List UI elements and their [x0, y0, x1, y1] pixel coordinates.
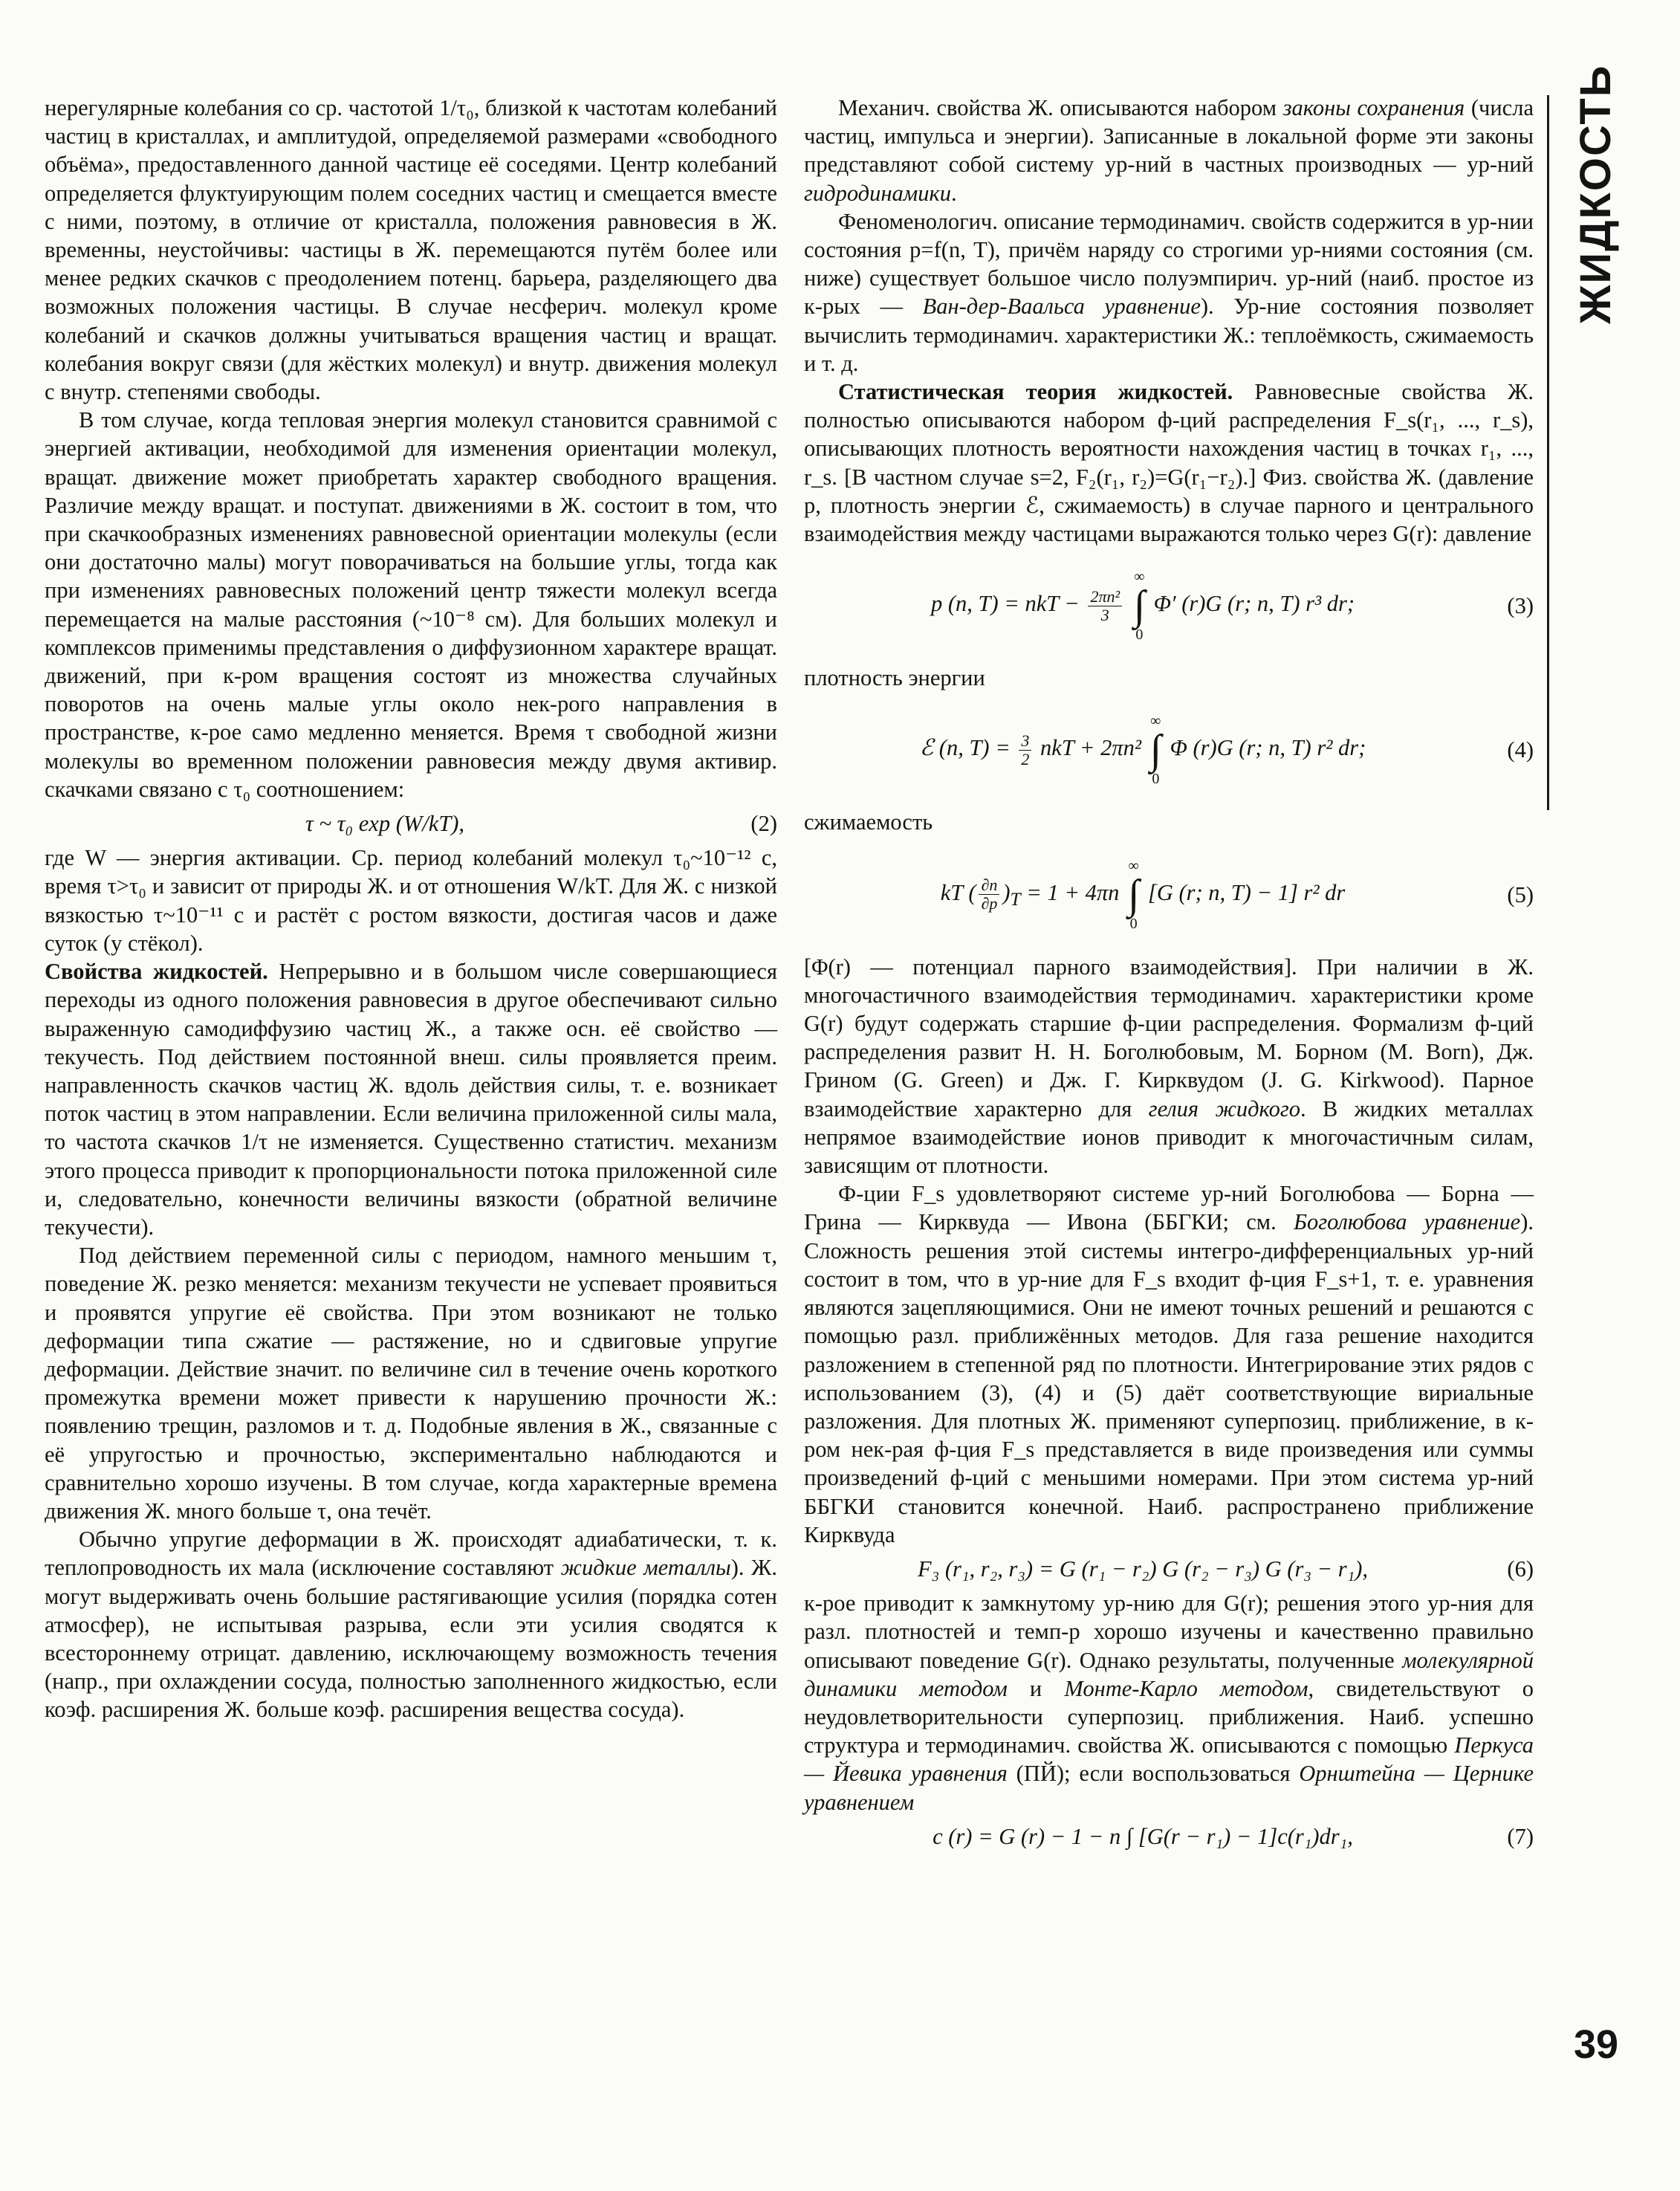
- equation-5: [804, 843, 1534, 947]
- equation-7-number: (7): [1507, 1823, 1534, 1849]
- equation-7-expression: c (r) = G (r) − 1 − n ∫ [G(r − r₁) − 1]c(r₁)dr₁,: [933, 1823, 1353, 1849]
- integral-sign-icon: ∞ ∫ 0: [1149, 713, 1161, 788]
- equation-5-fraction: [979, 876, 999, 913]
- cross-ref-molecular-dynamics[interactable]: молекулярной динамики методом: [804, 1647, 1534, 1701]
- equation-6-expression: F₃ (r₁, r₂, r₃) = G (r₁ − r₂) G (r₂ − r₃) G (r₃ − r₁),: [917, 1556, 1369, 1582]
- equation-3: [804, 554, 1534, 658]
- equation-5-frac-den: ∂p: [981, 894, 998, 913]
- left-paragraph-4-text: Непрерывно и в большом числе совершающиеся переходы из одного положения равновесия в другое обеспечивают сильно выраженную самодиффузию частиц Ж., а также осн. её свойство — текучесть. Под действием постоянной внеш. силы проявляется преим. направленность скачков частиц Ж. вдоль действия силы, т. е. возникает поток частиц в этом направлении. Если величина приложенной силы мала, то частота скачков 1/τ не изменяется. Существенно статистич. механизм этого процесса приводит к пропорциональности потока приложенной силе и, следовательно, конечности величины вязкости (обратной величине текучести).: [45, 959, 777, 1240]
- right-paragraph-2-text-a: Феноменологич. описание термодинамич. свойств содержится в ур-нии состояния p=f(n, T), причём наряду со строгими ур-ниями состояния (см. ниже) существует большое число полуэмпирич. ур-ний (наиб. простое из к-рых —: [804, 208, 1534, 320]
- equation-2: [45, 809, 777, 838]
- label-compressibility: сжимаемость: [804, 809, 933, 835]
- equation-4-frac-num: 3: [1019, 732, 1031, 751]
- equation-7: [804, 1822, 1534, 1851]
- right-paragraph-5-text-b: ). Сложность решения этой системы интегро-дифференциальных ур-ний состоит в том, что в ур-ние для F_s входит ф-ция F_s+1, т. е. уравнения являются зацепляющимися. Они не имеют точных решений и решаются с помощью разл. приближённых методов. Для газа решение находится разложением в степенной ряд по плотности. Интегрирование этих рядов с использованием (3), (4) и (5) даёт соответствующие вириальные разложения. Для плотных Ж. применяют суперпозиц. приближение, в к-ром нек-рая ф-ция F_s представляется в виде произведения или суммы произведений ф-ций с меньшими номерами. При этом система ур-ний ББГКИ становится конечной. Наиб. распространено приближение Кирквуда: [804, 1209, 1534, 1547]
- left-paragraph-6-text-a: Обычно упругие деформации в Ж. происходят адиабатически, т. к. теплопроводность их мала (исключение составляют: [45, 1527, 777, 1581]
- left-paragraph-4: [45, 957, 777, 1241]
- equation-3-int-upper: ∞: [1134, 569, 1145, 586]
- equation-3-int-lower: 0: [1135, 627, 1144, 644]
- equation-5-mid: = 1 + 4πn: [1026, 879, 1120, 905]
- cross-ref-liquid-helium[interactable]: гелия жидкого: [1148, 1096, 1301, 1122]
- equation-4-number: (4): [1507, 737, 1534, 763]
- right-paragraph-1: [804, 94, 1534, 207]
- cross-ref-liquid-metals[interactable]: жидкие металлы: [560, 1555, 731, 1581]
- equation-3-frac-den: 3: [1100, 605, 1109, 624]
- header-vertical-rule: [1547, 95, 1549, 810]
- running-title: ЖИДКОСТЬ: [1572, 64, 1620, 324]
- equation-3-number: (3): [1507, 593, 1534, 619]
- section-heading-statistical-theory: Статистическая теория жидкостей.: [838, 379, 1233, 405]
- equation-3-fraction: [1088, 588, 1122, 624]
- left-paragraph-3: где W — энергия активации. Ср. период колебаний молекул τ₀~10⁻¹² с, время τ>τ₀ и зависит от природы Ж. и от отношения W/kT. Для Ж. с низкой вязкостью τ~10⁻¹¹ с и растёт с ростом вязкости, достигая часов и даже суток (у стёкол).: [45, 845, 777, 956]
- equation-4-expression: [804, 714, 1482, 786]
- cross-ref-ornstein-zernike[interactable]: Орнштейна — Цернике уравнением: [804, 1761, 1534, 1815]
- cross-ref-van-der-waals[interactable]: Ван-дер-Ваальса уравнение: [922, 294, 1201, 320]
- left-paragraph-6: [45, 1525, 777, 1724]
- equation-2-expression: τ ~ τ₀ exp (W/kT),: [305, 811, 465, 837]
- equation-4: [804, 698, 1534, 802]
- equation-4-int-upper: ∞: [1150, 713, 1161, 730]
- equation-5-frac-num: ∂n: [979, 876, 999, 895]
- right-paragraph-5-text-a: Ф-ции F_s удовлетворяют системе ур-ний Боголюбова — Борна — Грина — Кирквуда — Ивона (ББГКИ; см.: [804, 1181, 1534, 1235]
- right-paragraph-4-text-b: . В жидких металлах непрямое взаимодействие ионов приводит к многочастичным силам, зависящим от плотности.: [804, 1096, 1534, 1179]
- right-paragraph-6-text-b: , свидетельствуют о неудовлетворительности суперпозиц. приближения. Наиб. успешно структура и термодинамич. свойства Ж. описываются с помощью: [804, 1675, 1534, 1758]
- left-paragraph-5: Под действием переменной силы с периодом, намного меньшим τ, поведение Ж. резко меняется: механизм текучести не успевает проявиться и проявятся упругие её свойства. При этом возникают не только деформации типа сжатие — растяжение, но и сдвиговые упругие деформации. Действие значит. по величине сил в течение очень короткого промежутка времени может привести к нарушению прочности Ж.: появлению трещин, разломов и т. д. Подобные явления в Ж., связанные с её упругостью и прочностью, экспериментально наблюдаются и сравнительно хорошо изучены. В том случае, когда характерные времена движения Ж. много больше τ, она течёт.: [45, 1243, 777, 1524]
- equation-4-rhs: Φ (r)G (r; n, T) r² dr;: [1170, 735, 1366, 761]
- integral-sign-icon: ∞ ∫ 0: [1128, 857, 1140, 932]
- equation-6-number: (6): [1507, 1556, 1534, 1582]
- equation-6: [804, 1555, 1534, 1583]
- equation-4-lhs: ℰ (n, T) =: [919, 735, 1011, 761]
- right-column: [804, 94, 1534, 1857]
- section-heading-properties: Свойства жидкостей.: [45, 959, 268, 985]
- equation-4-int-lower: 0: [1152, 771, 1160, 788]
- right-paragraph-1-text-c: .: [950, 180, 957, 206]
- equation-5-expression: kT ( $\frac{\partial n}{\partial p}$ )$_T = 1 + 4\pi n$ ∞ ∫ 0 [G (r; n, T) − 1] r² dr: [940, 857, 1346, 932]
- left-paragraph-6-text-b: ). Ж. могут выдерживать очень большие растягивающие усилия (порядка сотен атмосфер), не испытывая разрыва, если эти усилия сводятся к всестороннему отрицат. давлению, исключающему возможность течения (напр., при охлаждении сосуда, полностью заполненного жидкостью, если коэф. расширения Ж. больше коэф. расширения вещества сосуда).: [45, 1555, 777, 1723]
- right-paragraph-2-text-b: ). Ур-ние состояния позволяет вычислить термодинамич. характеристики Ж.: теплоёмкость, сжимаемость и т. д.: [804, 294, 1534, 376]
- equation-5-int-upper: ∞: [1128, 857, 1139, 874]
- right-paragraph-5: [804, 1179, 1534, 1549]
- equation-5-int-lower: 0: [1129, 915, 1138, 932]
- left-paragraph-2: В том случае, когда тепловая энергия молекул становится сравнимой с энергией активации, необходимой для изменения ориентации молекул, вращат. движение может приобретать характер свободного вращения. Различие между вращат. и поступат. движениями в Ж. состоит в том, что при скачкообразных изменениях равновесной ориентации молекулы (если они достаточно малы) могут поворачиваться на большие углы, тогда как при изменениях равновесных положений центр тяжести молекул всегда перемещается на малые расстояния (~10⁻⁸ см). Для больших молекул и комплексов применимы представления о диффузионном характере вращат. движений, при к-ром вращения состоят из множества случайных поворотов на очень малые углы около нек-рого направления в пространстве, к-рое само медленно меняется. Время τ свободной жизни молекулы во временном положении равновесия между двумя активир. скачками связано с τ₀ соотношением:: [45, 407, 777, 802]
- equation-2-number: (2): [750, 811, 777, 837]
- right-paragraph-1-text-b: (числа частиц, импульса и энергии). Записанные в локальной форме эти законы представляют собой систему ур-ний в частных производных — ур-ний: [804, 95, 1534, 178]
- equation-5-lhs: kT: [940, 879, 963, 905]
- page-number: 39: [1574, 2022, 1619, 2067]
- right-paragraph-3-text: Равновесные свойства Ж. полностью описываются набором ф-ций распределения F_s(r₁, ..., r_s), описывающих плотность вероятности нахождения частиц в точках r₁, ..., r_s. [В частном случае s=2, F₂(r₁, r₂)=G(r₁−r₂).] Физ. свойства Ж. (давление p, плотность энергии ℰ, сжимаемость) в случае парного и центрального взаимодействия между частицами выражаются только через G(r): давление: [804, 379, 1534, 547]
- cross-ref-monte-carlo[interactable]: Монте-Карло методом: [1064, 1675, 1308, 1701]
- equation-4-fraction: [1019, 732, 1031, 768]
- right-paragraph-3: [804, 378, 1534, 548]
- right-paragraph-6: [804, 1589, 1534, 1816]
- equation-4-frac-den: 2: [1021, 749, 1030, 768]
- right-paragraph-1-text-a: Механич. свойства Ж. описываются набором: [838, 95, 1283, 120]
- cross-ref-hydrodynamics[interactable]: гидродинамики: [804, 180, 951, 206]
- cross-ref-conservation-laws[interactable]: законы сохранения: [1282, 95, 1465, 120]
- right-paragraph-4-text-a: [Φ(r) — потенциал парного взаимодействия]. При наличии в Ж. многочастичного взаимодействия термодинамич. характеристики кроме G(r) будут содержать старшие ф-ции распределения. Формализм ф-ций распределения развит Н. Н. Боголюбовым, М. Борном (M. Born), Дж. Грином (G. Green) и Дж. Г. Кирквудом (J. G. Kirkwood). Парное взаимодействие характерно для: [804, 954, 1534, 1122]
- label-energy-density: плотность энергии: [804, 665, 985, 691]
- equation-4-mid: nkT + 2πn²: [1040, 735, 1142, 761]
- right-paragraph-6-and: и: [1007, 1675, 1065, 1701]
- equation-5-number: (5): [1507, 881, 1534, 907]
- right-paragraph-6-text-a: к-рое приводит к замкнутому ур-нию для G(r); решения этого ур-ния для разл. плотностей и темп-р хорошо изучены и качественно правильно описывают поведение G(r). Однако результаты, полученные: [804, 1590, 1534, 1673]
- right-paragraph-6-text-c: (ПЙ); если воспользоваться: [1007, 1761, 1300, 1787]
- left-column: [45, 94, 777, 1724]
- equation-3-frac-num: 2πn²: [1088, 588, 1122, 606]
- equation-3-lhs: p (n, T) = nkT −: [930, 591, 1080, 617]
- equation-3-rhs: Φ′ (r)G (r; n, T) r³ dr;: [1153, 591, 1355, 617]
- equation-5-rhs: [G (r; n, T) − 1] r² dr: [1147, 879, 1346, 905]
- left-paragraph-1: нерегулярные колебания со ср. частотой 1/τ₀, близкой к частотам колебаний частиц в кристаллах, и амплитудой, определяемой размерами «свободного объёма», предоставленного данной частице её соседями. Центр колебаний определяется флуктуирующим полем соседних частиц и смещается вместе с ними, поэтому, в отличие от кристалла, положения равновесия в Ж. временны, неустойчивы: частицы в Ж. перемещаются путём более или менее редких скачков с преодолением потенц. барьера, разделяющего два возможных положения частицы. В случае несферич. молекул кроме колебаний и скачков должны учитываться вращения частиц и вращат. колебания вокруг связи (для жёстких молекул) и внутр. движения молекул с внутр. степенями свободы.: [45, 95, 777, 405]
- right-paragraph-4: [804, 953, 1534, 1180]
- right-paragraph-2: [804, 207, 1534, 378]
- cross-ref-bogolyubov-equation[interactable]: Боголюбова уравнение: [1293, 1209, 1521, 1235]
- equation-3-expression: [804, 569, 1482, 644]
- integral-sign-icon: ∞ ∫ 0: [1133, 569, 1146, 644]
- cross-ref-percus-yevick[interactable]: Перкуса — Йевика уравнения: [804, 1732, 1534, 1787]
